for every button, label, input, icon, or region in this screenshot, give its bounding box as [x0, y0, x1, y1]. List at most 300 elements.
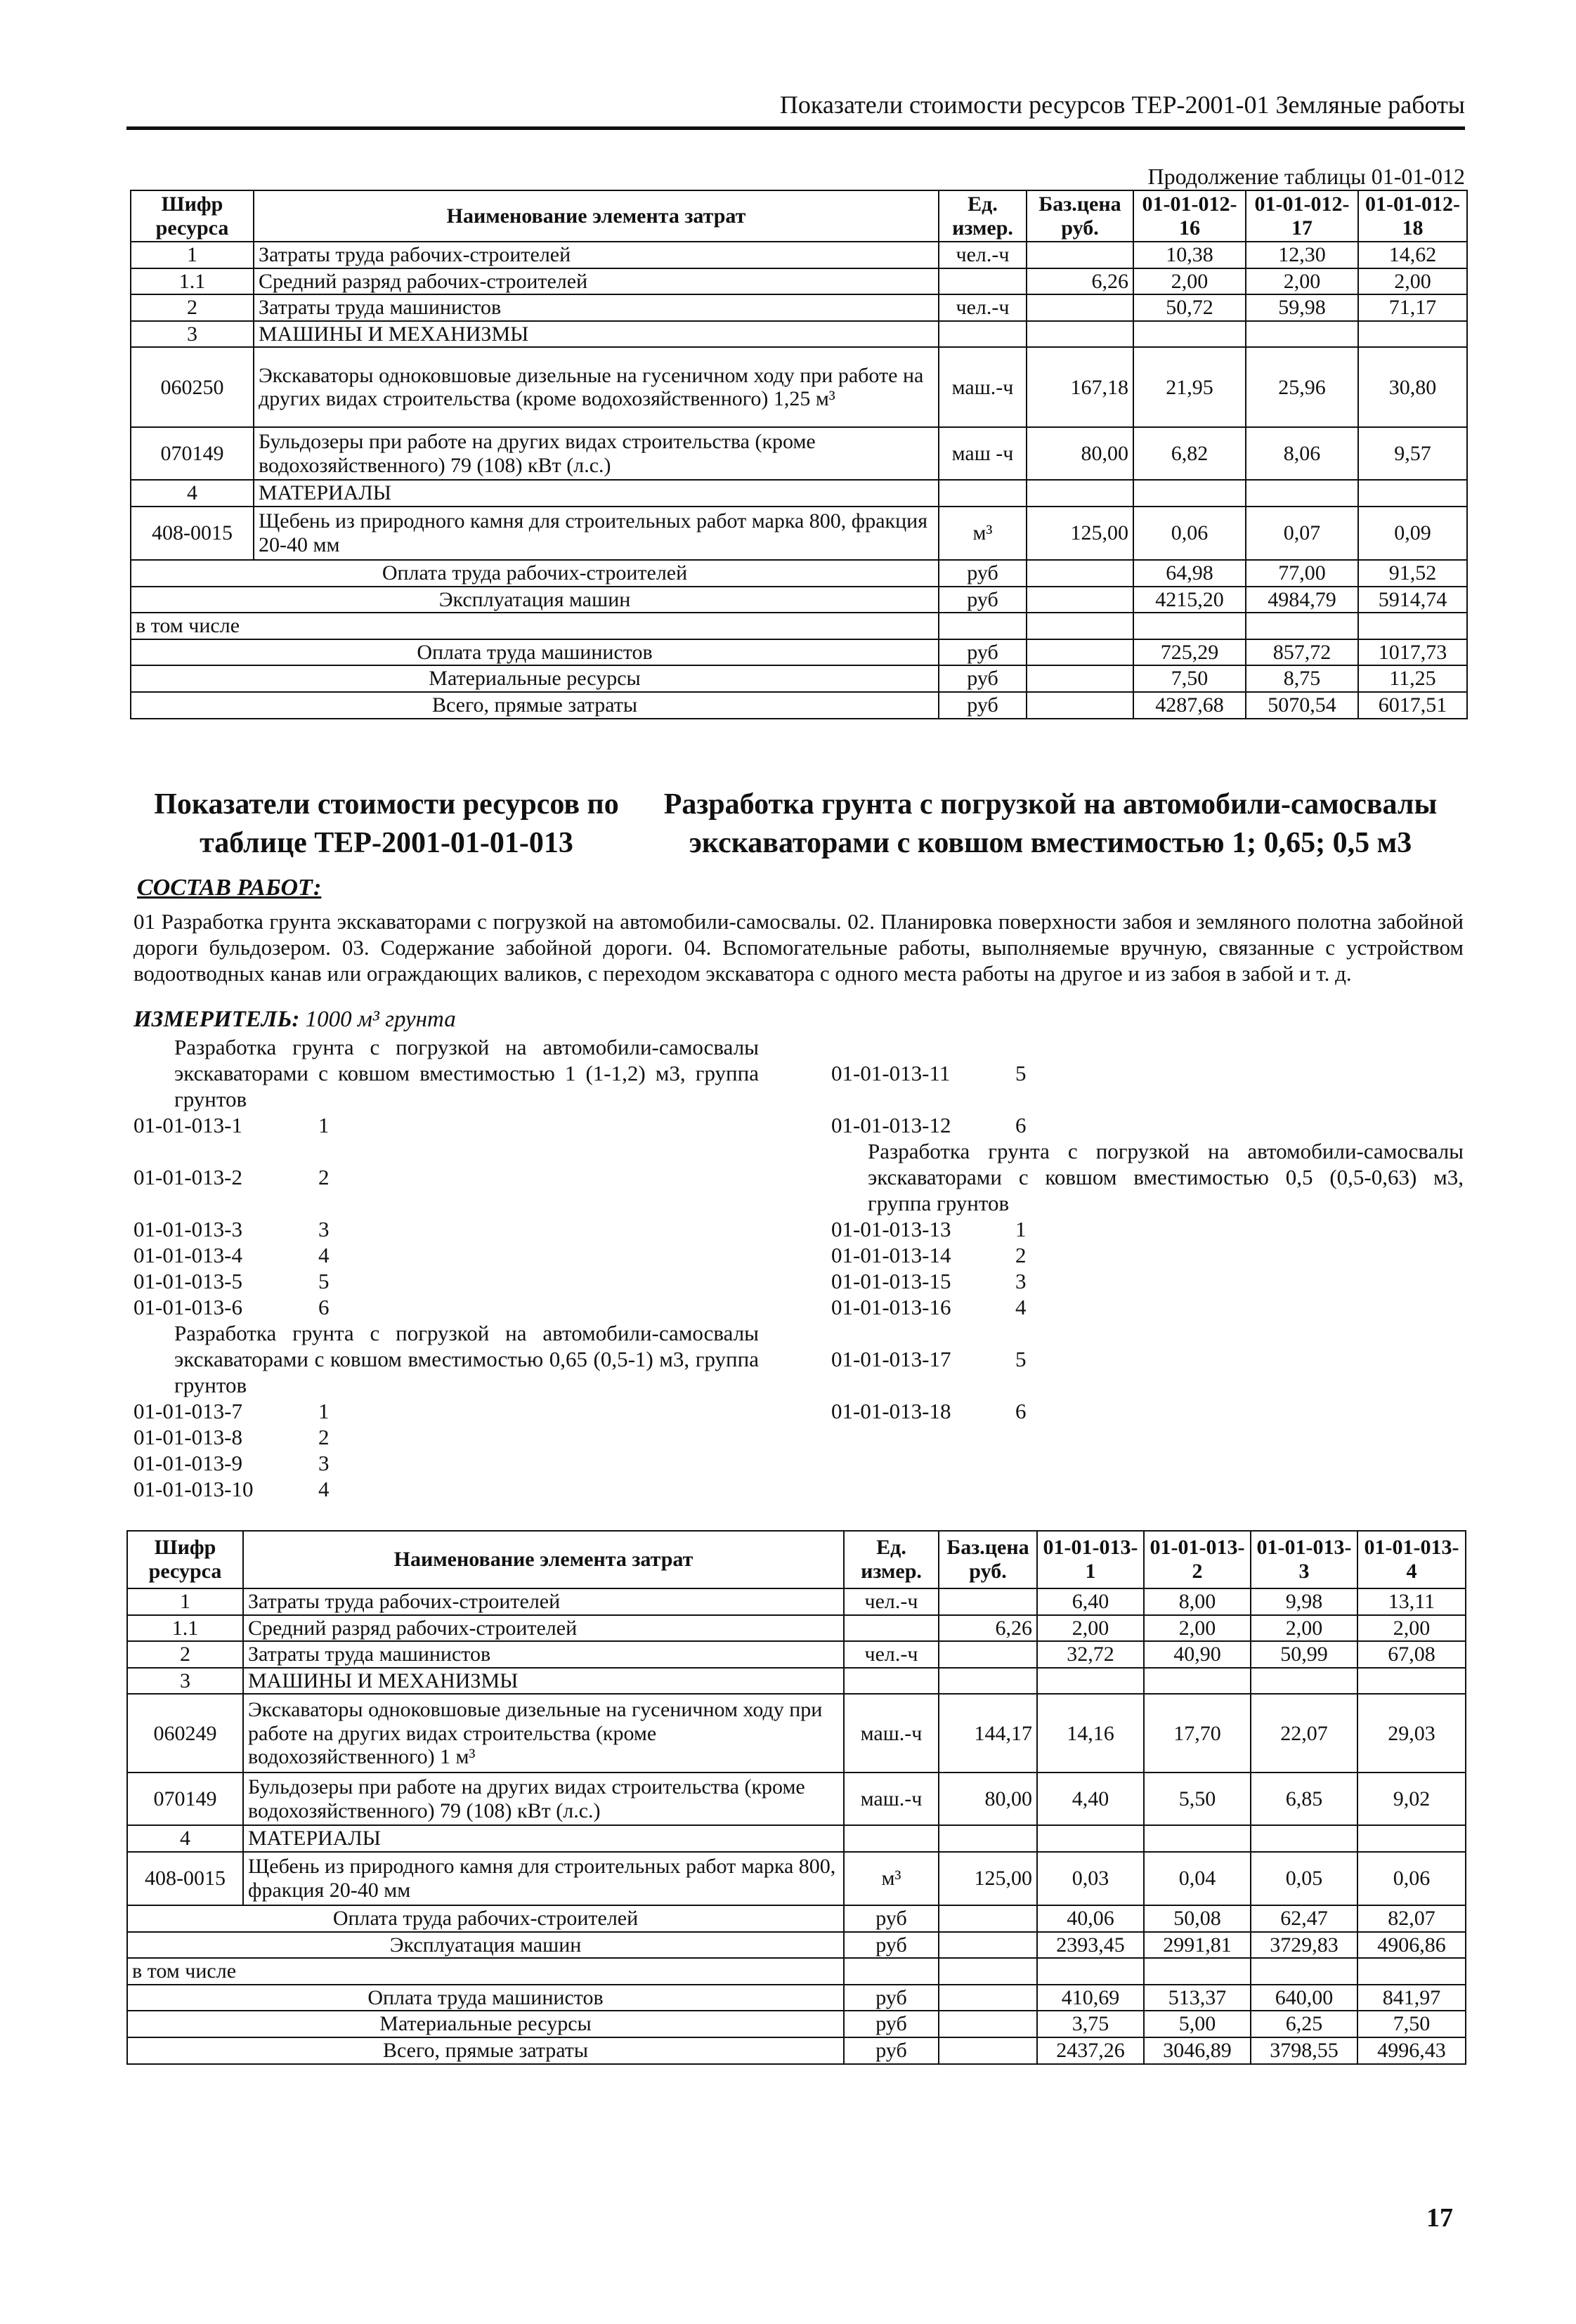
summary-value: 2393,45: [1037, 1932, 1144, 1959]
cell-value: 8,00: [1144, 1588, 1251, 1615]
summary-value: 5914,74: [1358, 587, 1467, 613]
list-item: [133, 1164, 759, 1190]
summary-value: 40,06: [1037, 1905, 1144, 1932]
cell-price: 80,00: [939, 1773, 1037, 1825]
cell-name: МАШИНЫ И МЕХАНИЗМЫ: [243, 1668, 844, 1695]
list-item: [831, 1216, 1464, 1242]
cell-value: [1144, 1825, 1251, 1852]
cell-value: 17,70: [1144, 1694, 1251, 1773]
table-row: [127, 1694, 1466, 1773]
cell-code: 1: [127, 1588, 243, 1615]
cell-value: 0,03: [1037, 1852, 1144, 1905]
summary-unit: руб: [939, 639, 1027, 666]
list-item: [133, 1398, 759, 1424]
summary-label: Оплата труда машинистов: [127, 1985, 844, 2011]
list-item: [831, 1346, 1464, 1372]
list-item: [831, 1294, 1464, 1320]
summary-value: 11,25: [1358, 665, 1467, 692]
cell-price: [939, 1641, 1037, 1668]
summary-price: [939, 2037, 1037, 2064]
cell-code: 070149: [131, 427, 254, 480]
summary-unit: руб: [844, 2011, 939, 2037]
summary-value: 3,75: [1037, 2011, 1144, 2037]
header-col: 01-01-012-17: [1246, 190, 1358, 242]
cell-value: 14,62: [1358, 242, 1467, 268]
summary-price: [939, 1958, 1037, 1985]
list-item: [133, 1450, 759, 1476]
item-num: 6: [1015, 1113, 1027, 1137]
cell-unit: маш.-ч: [844, 1773, 939, 1825]
item-num: 1: [318, 1399, 330, 1423]
cell-name: Щебень из природного камня для строительных работ марка 800, фракция 20-40 мм: [254, 507, 939, 560]
cell-unit: маш -ч: [939, 427, 1027, 480]
item-code: 01-01-013-2: [133, 1165, 242, 1189]
summary-value: 513,37: [1144, 1985, 1251, 2011]
header-code: Шифр ресурса: [131, 190, 254, 242]
group-text: Разработка грунта с погрузкой на автомобили-самосвалы экскаваторами с ковшом вместимостью 0,65 (0,5-1) м3, группа грунтов: [174, 1321, 759, 1397]
cell-value: 59,98: [1246, 294, 1358, 321]
cell-price: 80,00: [1027, 427, 1133, 480]
cell-value: 67,08: [1357, 1641, 1466, 1668]
cell-value: [1144, 1668, 1251, 1695]
summary-label: Эксплуатация машин: [127, 1932, 844, 1959]
summary-price: [1027, 560, 1133, 587]
cell-value: [1037, 1668, 1144, 1695]
summary-row: [127, 1932, 1466, 1959]
cell-name: Затраты труда машинистов: [243, 1641, 844, 1668]
summary-value: 62,47: [1251, 1905, 1357, 1932]
summary-unit: [844, 1958, 939, 1985]
item-code: 01-01-013-8: [133, 1425, 242, 1449]
list-item: [831, 1112, 1464, 1138]
summary-row: [127, 1985, 1466, 2011]
cell-value: 71,17: [1358, 294, 1467, 321]
summary-value: 2437,26: [1037, 2037, 1144, 2064]
composition-heading: СОСТАВ РАБОТ:: [137, 875, 322, 901]
item-code: 01-01-013-1: [133, 1113, 242, 1137]
summary-label: в том числе: [127, 1958, 844, 1985]
list-item: [831, 1242, 1464, 1268]
meter-value: 1000 м³ грунта: [305, 1007, 456, 1032]
resource-table-012: [130, 190, 1468, 719]
cell-value: 2,00: [1358, 268, 1467, 295]
header-code: Шифр ресурса: [127, 1531, 243, 1588]
summary-value: 64,98: [1133, 560, 1246, 587]
table-header-row: [131, 190, 1467, 242]
list-item: [133, 1242, 759, 1268]
cell-code: 4: [131, 480, 254, 507]
cell-value: 8,06: [1246, 427, 1358, 480]
summary-value: 77,00: [1246, 560, 1358, 587]
summary-value: 410,69: [1037, 1985, 1144, 2011]
summary-price: [1027, 613, 1133, 639]
cell-price: [1027, 294, 1133, 321]
cell-code: 1.1: [131, 268, 254, 295]
cell-value: 14,16: [1037, 1694, 1144, 1773]
groups-left: [133, 1034, 759, 1502]
summary-unit: руб: [844, 2037, 939, 2064]
item-num: 6: [318, 1295, 330, 1319]
table-row: [131, 242, 1467, 268]
cell-price: [1027, 480, 1133, 507]
cell-value: 2,00: [1133, 268, 1246, 295]
list-item: [133, 1216, 759, 1242]
cell-unit: [939, 480, 1027, 507]
summary-row: [127, 2011, 1466, 2037]
cell-value: 0,04: [1144, 1852, 1251, 1905]
section-title-right: Разработка грунта с погрузкой на автомобили-самосвалы экскаваторами с ковшом вместимостью 1; 0,65; 0,5 м3: [663, 788, 1438, 859]
cell-code: 060250: [131, 347, 254, 427]
cell-value: 2,00: [1246, 268, 1358, 295]
summary-row: [131, 613, 1467, 639]
table-row: [131, 321, 1467, 348]
cell-code: 408-0015: [127, 1852, 243, 1905]
cell-name: Экскаваторы одноковшовые дизельные на гусеничном ходу при работе на других видах строительства (кроме водохозяйственного) 1,25 м³: [254, 347, 939, 427]
cell-value: 0,06: [1357, 1852, 1466, 1905]
item-num: 2: [1015, 1243, 1027, 1267]
cell-value: 9,98: [1251, 1588, 1357, 1615]
cell-name: МАТЕРИАЛЫ: [254, 480, 939, 507]
meter-line: [133, 1007, 456, 1033]
list-item: [133, 1268, 759, 1294]
item-code: 01-01-013-7: [133, 1399, 242, 1423]
summary-value: [1357, 1958, 1466, 1985]
summary-row: [131, 692, 1467, 719]
item-code: 01-01-013-11: [831, 1061, 951, 1085]
summary-label: Эксплуатация машин: [131, 587, 939, 613]
table-row: [127, 1773, 1466, 1825]
cell-name: Щебень из природного камня для строительных работ марка 800, фракция 20-40 мм: [243, 1852, 844, 1905]
cell-price: [939, 1668, 1037, 1695]
cell-unit: м³: [844, 1852, 939, 1905]
cell-unit: [844, 1825, 939, 1852]
summary-price: [1027, 639, 1133, 666]
table-row: [127, 1588, 1466, 1615]
cell-unit: маш.-ч: [939, 347, 1027, 427]
summary-value: 841,97: [1357, 1985, 1466, 2011]
list-item: [831, 1060, 1464, 1086]
item-num: 4: [1015, 1295, 1027, 1319]
summary-row: [131, 639, 1467, 666]
cell-price: 144,17: [939, 1694, 1037, 1773]
summary-value: 91,52: [1358, 560, 1467, 587]
cell-price: 167,18: [1027, 347, 1133, 427]
cell-value: 30,80: [1358, 347, 1467, 427]
summary-value: [1358, 613, 1467, 639]
summary-row: [131, 587, 1467, 613]
list-item: [133, 1424, 759, 1450]
item-num: 3: [318, 1451, 330, 1475]
cell-value: 4,40: [1037, 1773, 1144, 1825]
cell-value: 2,00: [1037, 1615, 1144, 1642]
summary-unit: руб: [844, 1905, 939, 1932]
cell-value: [1251, 1825, 1357, 1852]
table-row: [127, 1825, 1466, 1852]
cell-value: 2,00: [1357, 1615, 1466, 1642]
cell-name: МАШИНЫ И МЕХАНИЗМЫ: [254, 321, 939, 348]
summary-value: 3729,83: [1251, 1932, 1357, 1959]
summary-price: [939, 1905, 1037, 1932]
header-col: 01-01-013-2: [1144, 1531, 1251, 1588]
summary-value: 3046,89: [1144, 2037, 1251, 2064]
summary-value: 1017,73: [1358, 639, 1467, 666]
summary-row: [131, 560, 1467, 587]
cell-value: 40,90: [1144, 1641, 1251, 1668]
list-item: [133, 1112, 759, 1138]
summary-price: [1027, 665, 1133, 692]
summary-value: 4215,20: [1133, 587, 1246, 613]
table-row: [131, 268, 1467, 295]
cell-value: 2,00: [1251, 1615, 1357, 1642]
summary-value: 4906,86: [1357, 1932, 1466, 1959]
cell-unit: чел.-ч: [844, 1641, 939, 1668]
composition-text: 01 Разработка грунта экскаваторами с погрузкой на автомобили-самосвалы. 02. Планировка поверхности забоя и земляного полотна забойной дороги бульдозером. 03. Содержание забойной дороги. 04. Вспомогательные работы, выполняемые вручную, связанные с устройством водоотводных канав или ограждающих валиков, с переходом экскаватора с одного места работы на другое и из забоя в забой и т. д.: [133, 909, 1464, 986]
cell-value: 6,82: [1133, 427, 1246, 480]
cell-value: 0,07: [1246, 507, 1358, 560]
cell-price: [1027, 242, 1133, 268]
summary-value: 725,29: [1133, 639, 1246, 666]
section-title-left: Показатели стоимости ресурсов по таблице ТЕР-2001-01-01-013: [154, 788, 619, 859]
cell-price: [939, 1588, 1037, 1615]
resource-table-013: [126, 1530, 1466, 2065]
summary-row: [131, 665, 1467, 692]
summary-value: [1251, 1958, 1357, 1985]
item-code: 01-01-013-17: [831, 1347, 951, 1371]
summary-value: 82,07: [1357, 1905, 1466, 1932]
summary-label: Оплата труда рабочих-строителей: [131, 560, 939, 587]
summary-label: Всего, прямые затраты: [127, 2037, 844, 2064]
cell-unit: чел.-ч: [844, 1588, 939, 1615]
summary-value: 5,00: [1144, 2011, 1251, 2037]
item-num: 5: [318, 1269, 330, 1293]
summary-unit: руб: [939, 692, 1027, 719]
cell-name: МАТЕРИАЛЫ: [243, 1825, 844, 1852]
cell-code: 1.1: [127, 1615, 243, 1642]
cell-value: 29,03: [1357, 1694, 1466, 1773]
page-header: Показатели стоимости ресурсов ТЕР-2001-01 Земляные работы: [126, 90, 1465, 130]
item-code: 01-01-013-15: [831, 1269, 951, 1293]
cell-value: 9,57: [1358, 427, 1467, 480]
cell-value: 22,07: [1251, 1694, 1357, 1773]
cell-value: [1246, 321, 1358, 348]
cell-value: [1358, 321, 1467, 348]
summary-value: 7,50: [1357, 2011, 1466, 2037]
cell-value: 25,96: [1246, 347, 1358, 427]
header-price: Баз.цена руб.: [939, 1531, 1037, 1588]
continuation-note: Продолжение таблицы 01-01-012: [1147, 164, 1465, 189]
header-col: 01-01-012-16: [1133, 190, 1246, 242]
table-row: [131, 427, 1467, 480]
summary-label: Всего, прямые затраты: [131, 692, 939, 719]
cell-value: 50,99: [1251, 1641, 1357, 1668]
cell-name: Затраты труда рабочих-строителей: [254, 242, 939, 268]
summary-value: 3798,55: [1251, 2037, 1357, 2064]
summary-label: Материальные ресурсы: [127, 2011, 844, 2037]
cell-value: 21,95: [1133, 347, 1246, 427]
item-num: 4: [318, 1243, 330, 1267]
header-unit: Ед. измер.: [939, 190, 1027, 242]
cell-value: 9,02: [1357, 1773, 1466, 1825]
summary-label: Оплата труда рабочих-строителей: [127, 1905, 844, 1932]
table-row: [131, 507, 1467, 560]
header-col: 01-01-012-18: [1358, 190, 1467, 242]
table-row: [131, 347, 1467, 427]
cell-unit: м³: [939, 507, 1027, 560]
summary-value: 50,08: [1144, 1905, 1251, 1932]
cell-value: [1251, 1668, 1357, 1695]
summary-value: 6,25: [1251, 2011, 1357, 2037]
table-header-row: [127, 1531, 1466, 1588]
summary-unit: руб: [939, 560, 1027, 587]
item-num: 4: [318, 1477, 330, 1501]
cell-name: Средний разряд рабочих-строителей: [243, 1615, 844, 1642]
cell-name: Средний разряд рабочих-строителей: [254, 268, 939, 295]
cell-value: 32,72: [1037, 1641, 1144, 1668]
summary-value: 7,50: [1133, 665, 1246, 692]
table-row: [127, 1668, 1466, 1695]
summary-value: [1246, 613, 1358, 639]
header-name: Наименование элемента затрат: [243, 1531, 844, 1588]
summary-label: в том числе: [131, 613, 939, 639]
cell-code: 060249: [127, 1694, 243, 1773]
cell-value: [1037, 1825, 1144, 1852]
summary-row: [127, 2037, 1466, 2064]
summary-unit: руб: [939, 665, 1027, 692]
summary-value: [1133, 613, 1246, 639]
cell-price: [939, 1825, 1037, 1852]
cell-value: 13,11: [1357, 1588, 1466, 1615]
item-num: 2: [318, 1165, 330, 1189]
cell-code: 070149: [127, 1773, 243, 1825]
item-num: 1: [318, 1113, 330, 1137]
meter-label: ИЗМЕРИТЕЛЬ:: [133, 1007, 300, 1032]
summary-value: 5070,54: [1246, 692, 1358, 719]
cell-value: 12,30: [1246, 242, 1358, 268]
summary-price: [1027, 587, 1133, 613]
item-num: 1: [1015, 1217, 1027, 1241]
cell-value: [1358, 480, 1467, 507]
cell-code: 3: [127, 1668, 243, 1695]
groups-right: [831, 1060, 1464, 1424]
summary-price: [939, 2011, 1037, 2037]
summary-value: 4996,43: [1357, 2037, 1466, 2064]
item-code: 01-01-013-10: [133, 1477, 254, 1501]
cell-value: 2,00: [1144, 1615, 1251, 1642]
item-code: 01-01-013-18: [831, 1399, 951, 1423]
summary-label: Материальные ресурсы: [131, 665, 939, 692]
header-col: 01-01-013-4: [1357, 1531, 1466, 1588]
header-unit: Ед. измер.: [844, 1531, 939, 1588]
table-row: [131, 480, 1467, 507]
header-col: 01-01-013-3: [1251, 1531, 1357, 1588]
cell-unit: чел.-ч: [939, 294, 1027, 321]
cell-value: 6,85: [1251, 1773, 1357, 1825]
summary-row: [127, 1958, 1466, 1985]
summary-unit: руб: [939, 587, 1027, 613]
cell-price: [1027, 321, 1133, 348]
cell-code: 2: [131, 294, 254, 321]
cell-value: 10,38: [1133, 242, 1246, 268]
list-item: [133, 1294, 759, 1320]
cell-name: Затраты труда рабочих-строителей: [243, 1588, 844, 1615]
item-num: 5: [1015, 1347, 1027, 1371]
item-code: 01-01-013-16: [831, 1295, 951, 1319]
list-item: [831, 1398, 1464, 1424]
page-number: 17: [1426, 2203, 1453, 2233]
cell-price: 6,26: [1027, 268, 1133, 295]
cell-price: 6,26: [939, 1615, 1037, 1642]
summary-value: 8,75: [1246, 665, 1358, 692]
item-code: 01-01-013-12: [831, 1113, 951, 1137]
summary-row: [127, 1905, 1466, 1932]
item-num: 6: [1015, 1399, 1027, 1423]
item-num: 2: [318, 1425, 330, 1449]
cell-value: 6,40: [1037, 1588, 1144, 1615]
item-code: 01-01-013-13: [831, 1217, 951, 1241]
cell-unit: маш.-ч: [844, 1694, 939, 1773]
cell-unit: чел.-ч: [939, 242, 1027, 268]
item-num: 3: [1015, 1269, 1027, 1293]
cell-name: Бульдозеры при работе на других видах строительства (кроме водохозяйственного) 79 (108) кВт (л.с.): [254, 427, 939, 480]
item-code: 01-01-013-5: [133, 1269, 242, 1293]
cell-value: [1357, 1825, 1466, 1852]
table-row: [131, 294, 1467, 321]
cell-code: 1: [131, 242, 254, 268]
summary-price: [1027, 692, 1133, 719]
group-text: Разработка грунта с погрузкой на автомобили-самосвалы экскаваторами с ковшом вместимостью 0,5 (0,5-0,63) м3, группа грунтов: [868, 1139, 1464, 1215]
summary-label: Оплата труда машинистов: [131, 639, 939, 666]
cell-code: 3: [131, 321, 254, 348]
summary-value: 4984,79: [1246, 587, 1358, 613]
cell-value: 0,05: [1251, 1852, 1357, 1905]
cell-value: [1133, 321, 1246, 348]
cell-value: 0,06: [1133, 507, 1246, 560]
summary-value: 857,72: [1246, 639, 1358, 666]
cell-name: Бульдозеры при работе на других видах строительства (кроме водохозяйственного) 79 (108) кВт (л.с.): [243, 1773, 844, 1825]
cell-unit: [844, 1668, 939, 1695]
item-num: 5: [1015, 1061, 1027, 1085]
item-num: 3: [318, 1217, 330, 1241]
header-name: Наименование элемента затрат: [254, 190, 939, 242]
cell-code: 4: [127, 1825, 243, 1852]
cell-value: [1133, 480, 1246, 507]
cell-value: 50,72: [1133, 294, 1246, 321]
cell-value: 5,50: [1144, 1773, 1251, 1825]
table-row: [127, 1615, 1466, 1642]
cell-code: 2: [127, 1641, 243, 1668]
cell-name: Затраты труда машинистов: [254, 294, 939, 321]
cell-price: 125,00: [1027, 507, 1133, 560]
list-item: [133, 1476, 759, 1502]
item-code: 01-01-013-6: [133, 1295, 242, 1319]
item-code: 01-01-013-4: [133, 1243, 242, 1267]
item-code: 01-01-013-14: [831, 1243, 951, 1267]
summary-unit: руб: [844, 1985, 939, 2011]
table-row: [127, 1852, 1466, 1905]
summary-value: 6017,51: [1358, 692, 1467, 719]
cell-value: 0,09: [1358, 507, 1467, 560]
cell-unit: [939, 268, 1027, 295]
summary-value: 4287,68: [1133, 692, 1246, 719]
header-price: Баз.цена руб.: [1027, 190, 1133, 242]
table-row: [127, 1641, 1466, 1668]
cell-value: [1246, 480, 1358, 507]
cell-price: 125,00: [939, 1852, 1037, 1905]
cell-name: Экскаваторы одноковшовые дизельные на гусеничном ходу при работе на других видах строительства (кроме водохозяйственного) 1 м³: [243, 1694, 844, 1773]
cell-value: [1357, 1668, 1466, 1695]
summary-value: 640,00: [1251, 1985, 1357, 2011]
summary-price: [939, 1985, 1037, 2011]
